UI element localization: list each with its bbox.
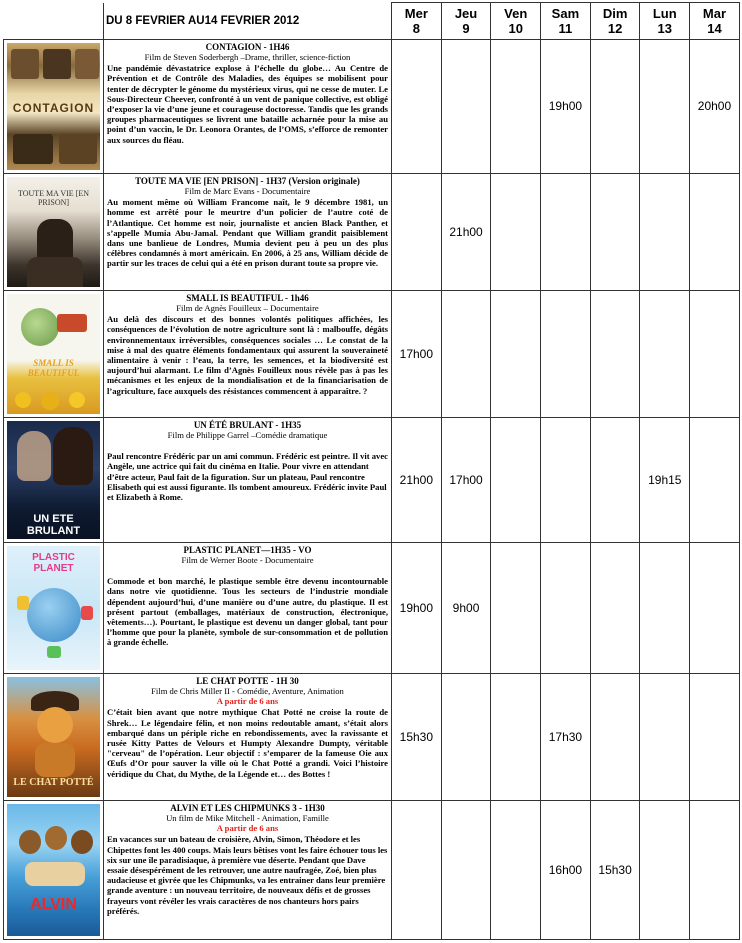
film-row-un-ete-brulant [4,417,740,542]
showtime-mer: 21h00 [392,417,442,542]
showtime-ven [491,417,541,542]
day-number: 9 [462,20,470,36]
film-credit: Film de Philippe Garrel –Comédie dramatique [167,430,328,440]
film-synopsis: C’était bien avant que notre mythique Chat Potté ne croise la route de Shrek… Le légendaire félin, et non moins redoutable amant, s’était alors embarqué dans un périple riche en rebondissements, avec la ravissante et rusée Kitty Pattes de Velours et Humpty Alexandre Dumpty, véritable "cerveau" de l’opération. Leur objectif : s’emparer de la fameuse Oie aux Œufs d’Or pour sauver la ville où le Chat Potté a grandi. Voici l’histoire véridique du Chat, du Mythe, de la Légende et… des Bottes ! [107,707,388,779]
day-name: Jeu [454,5,478,21]
showtime-dim: 15h30 [590,800,640,939]
film-credit: Film de Marc Evans - Documentaire [184,186,311,196]
film-description [104,39,392,173]
poster-title: SMALL IS BEAUTIFUL [27,357,80,378]
age-rating: A partir de 6 ans [216,696,279,707]
film-title: PLASTIC PLANET—1H35 - VO [183,544,312,555]
showtime-sam [541,417,591,542]
showtime-dim [590,542,640,673]
poster-le-chat-potte [4,673,104,800]
showtime-dim [590,290,640,417]
film-credit: Film de Werner Boote - Documentaire [181,555,314,565]
poster-toute-ma-vie [4,173,104,290]
film-title: ALVIN ET LES CHIPMUNKS 3 - 1H30 [170,802,325,813]
showtime-sam: 19h00 [541,39,591,173]
poster-small-is-beautiful [4,290,104,417]
showtime-jeu [441,290,491,417]
film-row-plastic-planet [4,542,740,673]
day-number: 12 [607,20,623,36]
poster-title: ALVIN [30,895,77,913]
film-title: UN ÉTÉ BRULANT - 1H35 [193,419,302,430]
day-header-ven [491,3,541,40]
film-credit: Un film de Mike Mitchell - Animation, Famille [166,813,329,823]
poster-title: LE CHAT POTTÉ [13,776,94,788]
film-description [104,673,392,800]
film-credit: Film de Chris Miller II - Comédie, Aventure, Animation [151,686,344,696]
film-description [104,417,392,542]
day-header-mer [392,3,442,40]
showtime-mar: 20h00 [690,39,740,173]
day-number: 13 [657,20,673,36]
film-row-small-is-beautiful [4,290,740,417]
film-description [104,290,392,417]
showtime-mer: 15h30 [392,673,442,800]
day-name: Lun [652,5,677,21]
film-title: TOUTE MA VIE [EN PRISON] - 1H37 (Version originale) [135,175,360,186]
film-title: SMALL IS BEAUTIFUL - 1h46 [186,292,309,303]
showtime-dim [590,673,640,800]
showtime-mer: 17h00 [392,290,442,417]
showtime-lun: 19h15 [640,417,690,542]
showtime-jeu: 9h00 [441,542,491,673]
day-name: Dim [602,5,628,21]
film-credit: Film de Steven Soderbergh –Drame, thriller, science-fiction [144,52,351,62]
poster-title: TOUTE MA VIE [EN PRISON] [17,188,90,207]
day-name: Ven [504,5,528,21]
day-number: 11 [558,20,573,36]
showtime-sam [541,290,591,417]
film-synopsis: Au delà des discours et des bonnes volontés politiques affichées, les conséquences de l’évolution de notre agriculture sont là : malbouffe, dégâts environnementaux irréversibles, conséquences sociales … Le constat de la mise à mal des quatre éléments fondamentaux qui assurent la souveraineté alimentaire à venir : l’eau, la terre, les semences, et la biodiversité est aujourd’hui alarmant. Le film d’Agnès Fouilleux nous révèle pas à pas les mécanismes et les enjeux de la mondialisation et de la financiarisation de l’agriculture, face auxquels des résistances commencent à apparaître. ? [107,314,388,396]
day-number: 10 [508,20,523,36]
showtime-ven [491,290,541,417]
poster-title: PLASTIC PLANET [32,551,75,574]
age-rating: A partir de 6 ans [216,823,279,834]
day-header-jeu [441,3,491,40]
film-title: LE CHAT POTTE - 1H 30 [196,675,299,686]
film-description [104,173,392,290]
showtime-jeu [441,39,491,173]
film-synopsis: En vacances sur un bateau de croisière, Alvin, Simon, Théodore et les Chipettes font les 400 coups. Mais leurs bêtises vont les faire échouer tous les six sur une île paradisiaque, à première vue déserte. Pendant que Dave essaie désespérément de les retrouver, une autre naufragée, Zoé, bien plus audacieuse et givrée que les Chipmunks, va les entrainer dans leur première grande aventure : un nouveau territoire, de nouveaux défis et de grosses frayeurs vont révéler les vrais caractères de nos chanteurs hors pairs préférés. [107,834,388,916]
showtime-dim [590,39,640,173]
showtime-mar [690,417,740,542]
showtime-lun [640,290,690,417]
film-synopsis: Une pandémie dévastatrice explose à l’échelle du globe… Au Centre de Prévention et de Contrôle des Maladies, des équipes se mobilisent pour tenter de décrypter le génome du mystérieux virus, qui ne cesse de muter. Le Sous-Directeur Cheever, confronté à un vent de panique collective, est obligé d’exposer la vie d’une jeune et courageuse doctoresse. Tandis que les grands groupes pharmaceutiques se livrent une bataille acharnée pour la mise au point d’un vaccin, le Dr. Leonora Orantes, de l’OMS, s’efforce de remonter aux sources du fléau. [107,63,388,145]
film-row-alvin [4,800,740,939]
showtime-sam: 16h00 [541,800,591,939]
film-row-contagion [4,39,740,173]
film-description [104,800,392,939]
showtime-jeu: 21h00 [441,173,491,290]
showtime-lun [640,173,690,290]
showtime-ven [491,800,541,939]
showtime-sam [541,173,591,290]
day-number: 14 [707,20,722,36]
film-description [104,542,392,673]
film-row-le-chat-potte [4,673,740,800]
showtime-mer [392,800,442,939]
showtime-dim [590,173,640,290]
showtime-mar [690,542,740,673]
showtime-mer: 19h00 [392,542,442,673]
showtime-mar [690,800,740,939]
poster-title: CONTAGION [12,100,95,115]
poster-contagion [4,39,104,173]
showtime-jeu: 17h00 [441,417,491,542]
showtime-ven [491,673,541,800]
film-row-toute-ma-vie [4,173,740,290]
film-synopsis: Paul rencontre Frédéric par un ami commun. Frédéric est peintre. Il vit avec Angèle, une actrice qui fait du cinéma en Italie. Pour vivre en attendant d’être acteur, Paul fait de la figuration. Sur un plateau, Paul rencontre Elisabeth qui est aussi figurante. Ils tombent amoureux. Frédéric invite Paul et Elizabeth à Rome. [107,451,388,503]
header-corner [4,3,104,40]
showtime-ven [491,173,541,290]
poster-alvin [4,800,104,939]
showtime-ven [491,39,541,173]
showtime-dim [590,417,640,542]
schedule-table [3,2,740,940]
day-header-lun [640,3,690,40]
showtime-mar [690,290,740,417]
showtime-mar [690,673,740,800]
showtime-lun [640,800,690,939]
film-title: CONTAGION - 1H46 [205,41,290,52]
showtime-lun [640,673,690,800]
day-name: Sam [551,5,580,21]
poster-un-ete-brulant [4,417,104,542]
film-credit: Film de Agnès Fouilleux – Documentaire [176,303,319,313]
showtime-jeu [441,673,491,800]
day-name: Mer [404,5,428,21]
showtime-lun [640,39,690,173]
showtime-sam [541,542,591,673]
film-synopsis: Au moment même où William Francome naît, le 9 décembre 1981, un homme est arrêté pour le meurtre d’un policier de l’autre coté de l’Atlantique. Cet homme est noir, journaliste et ancien Black Panther, et s’appelle Mumia Abu-Jamal. Pendant que William grandit paisiblement dans une banlieue de Londres, Mumia devient peu à peu un des plus célèbres condamnés à mort américain. En 2006, à 25 ans, William décide de partir sur les traces de celui qui a été en prison durant toute sa propre vie. [107,197,388,269]
showtime-sam: 17h30 [541,673,591,800]
showtime-mer [392,39,442,173]
showtime-jeu [441,800,491,939]
day-name: Mar [702,5,727,21]
film-synopsis: Commode et bon marché, le plastique semble être devenu incontournable dans notre vie quotidienne. Tous les secteurs de l’industrie mondiale dépendent aujourd’hui, d’une manière ou d’une autre, du plastique. Il est présent partout (emballages, matériaux de construction, électronique, vêtements…). Pourtant, le plastique est devenu un danger global, tant pour l’homme que pour la planète, symbole de sur-consommation et de pollution à grande échelle. [107,576,388,648]
showtime-mer [392,173,442,290]
day-header-sam [541,3,591,40]
header-row [4,3,740,40]
day-number: 8 [412,20,420,36]
poster-plastic-planet [4,542,104,673]
showtime-ven [491,542,541,673]
day-header-dim [590,3,640,40]
showtime-lun [640,542,690,673]
poster-title: UN ETE BRULANT [26,512,81,537]
day-header-mar [690,3,740,40]
page-title: DU 8 FEVRIER AU14 FEVRIER 2012 [104,3,392,40]
showtime-mar [690,173,740,290]
